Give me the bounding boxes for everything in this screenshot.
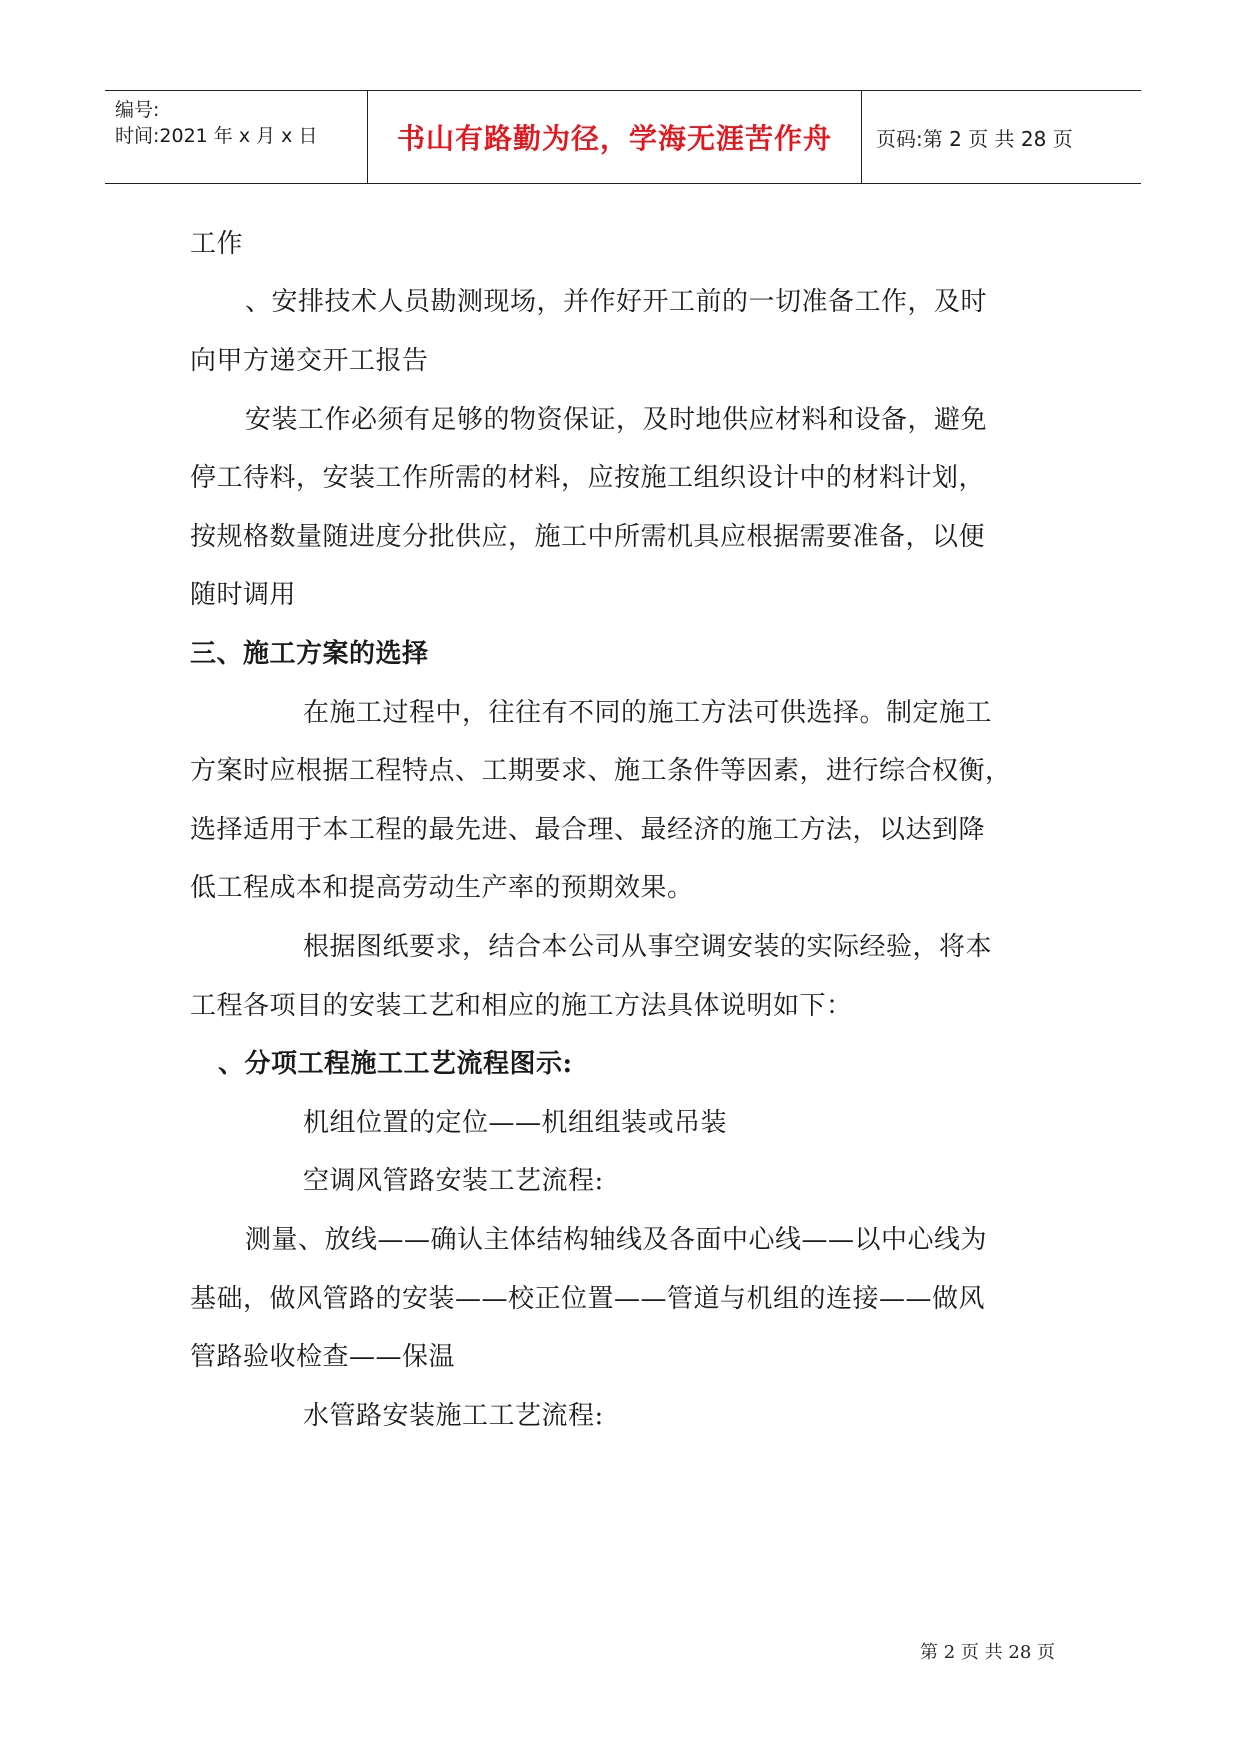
body-line: 选择适用于本工程的最先进、最合理、最经济的施工方法，以达到降 <box>190 815 986 845</box>
body-line: 按规格数量随进度分批供应，施工中所需机具应根据需要准备，以便 <box>190 522 986 552</box>
page-footer: 第 2 页 共 28 页 <box>920 1642 1055 1663</box>
body-line: 安装工作必须有足够的物资保证，及时地供应材料和设备，避免 <box>245 405 988 435</box>
body-line: 基础，做风管路的安装——校正位置——管道与机组的连接——做风 <box>190 1284 986 1314</box>
doc-time-label: 时间:2021 年 x 月 x 日 <box>115 125 318 147</box>
page-header <box>105 90 1141 184</box>
body-line: 测量、放线——确认主体结构轴线及各面中心线——以中心线为 <box>245 1225 988 1255</box>
subsection-heading: 、分项工程施工工艺流程图示: <box>218 1049 573 1079</box>
doc-number-label: 编号: <box>115 99 160 121</box>
section-heading: 三、施工方案的选择 <box>190 639 429 669</box>
body-line: 、安排技术人员勘测现场，并作好开工前的一切准备工作，及时 <box>245 287 988 317</box>
body-line: 工作 <box>190 229 244 259</box>
body-line: 水管路安装施工工艺流程: <box>303 1401 604 1431</box>
body-line: 停工待料，安装工作所需的材料，应按施工组织设计中的材料计划， <box>190 463 986 493</box>
header-page-info: 页码:第 2 页 共 28 页 <box>876 126 1073 151</box>
body-line: 向甲方递交开工报告 <box>190 346 429 376</box>
header-motto: 书山有路勤为径，学海无涯苦作舟 <box>396 122 832 155</box>
header-meta <box>105 91 368 183</box>
body-line: 根据图纸要求，结合本公司从事空调安装的实际经验，将本 <box>303 932 993 962</box>
body-line: 低工程成本和提高劳动生产率的预期效果。 <box>190 873 694 903</box>
body-line: 工程各项目的安装工艺和相应的施工方法具体说明如下： <box>190 991 853 1021</box>
header-page-info-cell <box>862 91 1141 183</box>
body-line: 随时调用 <box>190 580 297 610</box>
header-motto-cell <box>368 91 862 183</box>
body-line: 管路验收检查——保温 <box>190 1342 456 1372</box>
body-line: 在施工过程中，往往有不同的施工方法可供选择。制定施工 <box>303 698 993 728</box>
body-line: 空调风管路安装工艺流程: <box>303 1166 604 1196</box>
body-line: 方案时应根据工程特点、工期要求、施工条件等因素，进行综合权衡， <box>190 756 1012 786</box>
body-line: 机组位置的定位——机组组装或吊装 <box>303 1108 728 1138</box>
